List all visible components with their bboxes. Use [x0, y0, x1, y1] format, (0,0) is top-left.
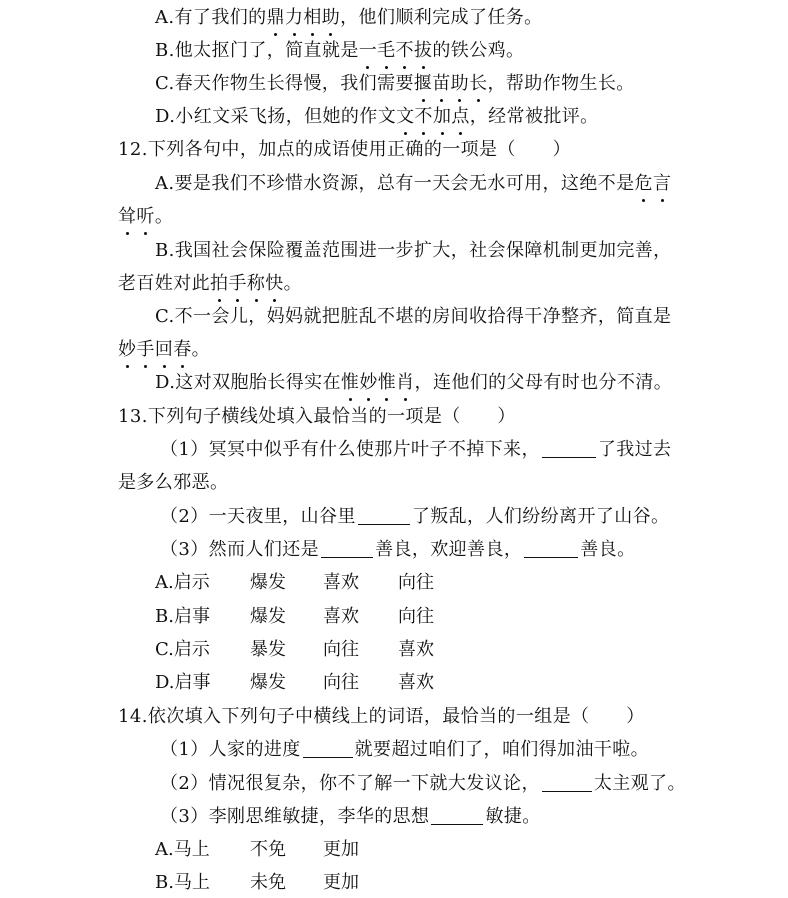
q14-sentence-1: [160, 736, 649, 764]
q13-option-c-label: C.启示: [155, 639, 210, 660]
q12-option-c-idiom: [118, 339, 192, 360]
q14-stem: 14.依次填入下列句子中横线上的词语，最恰当的一组是（ ）: [118, 706, 645, 727]
q14-sentence-1-pre: （1）人家的进度: [160, 739, 301, 760]
q14-option-a-label: A.马上: [155, 839, 210, 860]
emphasis-char: 揠: [414, 70, 432, 98]
q14-blank-3: [431, 806, 483, 825]
q12-option-b-pre: 老百姓对此: [118, 273, 210, 294]
q12-option-d: [155, 369, 672, 397]
q12-option-a-pre: A.要是我们不珍惜水资源，总有一天会无水可用，这绝不是: [155, 173, 635, 194]
emphasis-char: 手: [136, 336, 154, 364]
q13-option-d-label: D.启事: [155, 672, 211, 693]
q11-option-d-idiom: [396, 106, 470, 127]
emphasis-char: 肖: [396, 369, 414, 397]
emphasis-char: 言: [653, 170, 671, 198]
q13-option-b-word1: 爆发: [250, 606, 286, 627]
emphasis-char: 回: [155, 336, 173, 364]
emphasis-char: 称: [247, 270, 265, 298]
q12-option-b-idiom: [210, 273, 284, 294]
emphasis-char: 助: [451, 70, 469, 98]
q13-option-a-word3: 向往: [398, 572, 434, 593]
emphasis-char: 手: [228, 270, 246, 298]
q14-sentence-3-pre: （3）李刚思维敏捷，李华的思想: [160, 806, 430, 827]
q11-option-c-pre: C.春天作物生长得慢，我们需要: [155, 73, 414, 94]
q13-option-a-word2: 喜欢: [323, 572, 359, 593]
emphasis-char: 拍: [210, 270, 228, 298]
emphasis-char: 加: [433, 103, 451, 131]
emphasis-char: 惟: [341, 369, 359, 397]
q11-option-c-post: ，帮助作物生长。: [487, 73, 635, 94]
q14-sentence-3: [160, 803, 541, 831]
q12-option-c-post: 。: [191, 339, 211, 360]
q12-option-a-post: 。: [154, 206, 174, 227]
q13-blank-1: [542, 439, 596, 458]
q13-sentence-3: [160, 536, 635, 564]
q11-option-b-post: 的铁公鸡。: [432, 40, 525, 61]
q13-option-b-word2: 喜欢: [323, 606, 359, 627]
emphasis-char: 听: [136, 203, 154, 231]
q13-sentence-3-post: 善良。: [580, 539, 636, 560]
q14-option-b-word2: 更加: [323, 872, 359, 893]
q14-option-b-label: B.马上: [155, 872, 210, 893]
q14-sentence-3-post: 敏捷。: [485, 806, 541, 827]
q13-option-a-word1: 爆发: [250, 572, 286, 593]
q13-option-a-label: A.启示: [155, 572, 210, 593]
q12-option-a-line1: [155, 170, 671, 198]
q12-option-d-pre: D.这对双胞胎长得实在: [155, 372, 341, 393]
q14-sentence-2: [160, 770, 686, 798]
q14-option-a-word1: 不免: [250, 839, 286, 860]
q13-sentence-1-line1: [160, 436, 671, 464]
emphasis-char: 相: [303, 4, 321, 32]
emphasis-char: 惟: [378, 369, 396, 397]
q12-option-b-line1: B.我国社会保险覆盖范围进一步扩大，社会保障机制更加完善，: [155, 240, 672, 261]
q11-option-b-idiom: [359, 40, 433, 61]
emphasis-char: 耸: [118, 203, 136, 231]
q13-sentence-2-post: 了叛乱，人们纷纷离开了山谷。: [411, 506, 670, 527]
q13-blank-3: [321, 539, 373, 558]
q13-sentence-2-pre: （2）一天夜里，山谷里: [160, 506, 356, 527]
q11-option-d-post: ，经常被批评。: [469, 106, 599, 127]
q13-option-b-label: B.启事: [155, 606, 210, 627]
emphasis-char: 春: [173, 336, 191, 364]
q14-blank-2: [542, 773, 592, 792]
q14-blank-1: [303, 739, 353, 758]
q11-option-c-idiom: [414, 73, 488, 94]
emphasis-char: 点: [451, 103, 469, 131]
q12-option-c-line2: [118, 336, 210, 364]
q11-option-a-post: ，他们顺利完成了任务。: [340, 7, 543, 28]
q13-sentence-3-mid: 善良，欢迎善良，: [375, 539, 523, 560]
emphasis-char: 助: [322, 4, 340, 32]
emphasis-char: 长: [469, 70, 487, 98]
q11-option-a-pre: A.有了我们的: [155, 7, 267, 28]
emphasis-char: 文: [396, 103, 414, 131]
emphasis-char: 毛: [377, 37, 395, 65]
q12-option-b-line2: [118, 270, 302, 298]
q11-option-b-pre: B.他太抠门了，简直就是: [155, 40, 359, 61]
q12-option-a-idiom-part1: [635, 173, 672, 194]
q13-sentence-1-post: 了我过去: [597, 439, 672, 460]
q14-sentence-2-pre: （2）情况很复杂，你不了解一下就大发议论，: [160, 773, 540, 794]
q11-option-b: [155, 37, 524, 65]
q13-blank-4: [524, 539, 578, 558]
q13-sentence-1-line2: 是多么邪恶。: [118, 472, 229, 493]
q14-option-a-word2: 更加: [323, 839, 359, 860]
q14-sentence-2-post: 太主观了。: [593, 773, 686, 794]
q12-option-c-line1: C.不一会儿，妈妈就把脏乱不堪的房间收拾得干净整齐，简直是: [155, 306, 672, 327]
q13-sentence-3-pre: （3）然而人们还是: [160, 539, 320, 560]
q12-option-d-post: ，连他们的父母有时也分不清。: [414, 372, 673, 393]
q12-stem: 12.下列各句中，加点的成语使用正确的一项是（ ）: [118, 139, 572, 160]
emphasis-char: 快: [265, 270, 283, 298]
emphasis-char: 力: [285, 4, 303, 32]
q11-option-d: [155, 103, 599, 131]
emphasis-char: 危: [635, 170, 653, 198]
q11-option-d-pre: D.小红文采飞扬，但她的作文: [155, 106, 397, 127]
emphasis-char: 苗: [432, 70, 450, 98]
q13-sentence-1-pre: （1）冥冥中似乎有什么使那片叶子不掉下来，: [160, 439, 540, 460]
q14-sentence-1-post: 就要超过咱们了，咱们得加油干啦。: [354, 739, 650, 760]
emphasis-char: 鼎: [267, 4, 285, 32]
q14-option-b-word1: 未免: [250, 872, 286, 893]
emphasis-char: 不: [396, 37, 414, 65]
emphasis-char: 拔: [414, 37, 432, 65]
q11-option-a-idiom: [267, 7, 341, 28]
q11-option-c: [155, 70, 635, 98]
q12-option-d-idiom: [341, 372, 415, 393]
q13-option-b-word3: 向往: [398, 606, 434, 627]
q12-option-a-line2: [118, 203, 173, 231]
q13-option-d-word3: 喜欢: [398, 672, 434, 693]
q13-option-c-word2: 向往: [323, 639, 359, 660]
q13-option-d-word1: 爆发: [250, 672, 286, 693]
q13-sentence-2: [160, 503, 669, 531]
q11-option-a: [155, 4, 543, 32]
emphasis-char: 一: [359, 37, 377, 65]
q12-option-a-idiom-part2: [118, 206, 155, 227]
q13-blank-2: [358, 506, 410, 525]
q13-option-c-word3: 喜欢: [398, 639, 434, 660]
emphasis-char: 不: [415, 103, 433, 131]
emphasis-char: 妙: [118, 336, 136, 364]
q12-option-b-post: 。: [283, 273, 303, 294]
q13-stem: 13.下列句子横线处填入最恰当的一项是（ ）: [118, 406, 516, 427]
emphasis-char: 妙: [359, 369, 377, 397]
q13-option-c-word1: 暴发: [250, 639, 286, 660]
q13-option-d-word2: 向往: [323, 672, 359, 693]
